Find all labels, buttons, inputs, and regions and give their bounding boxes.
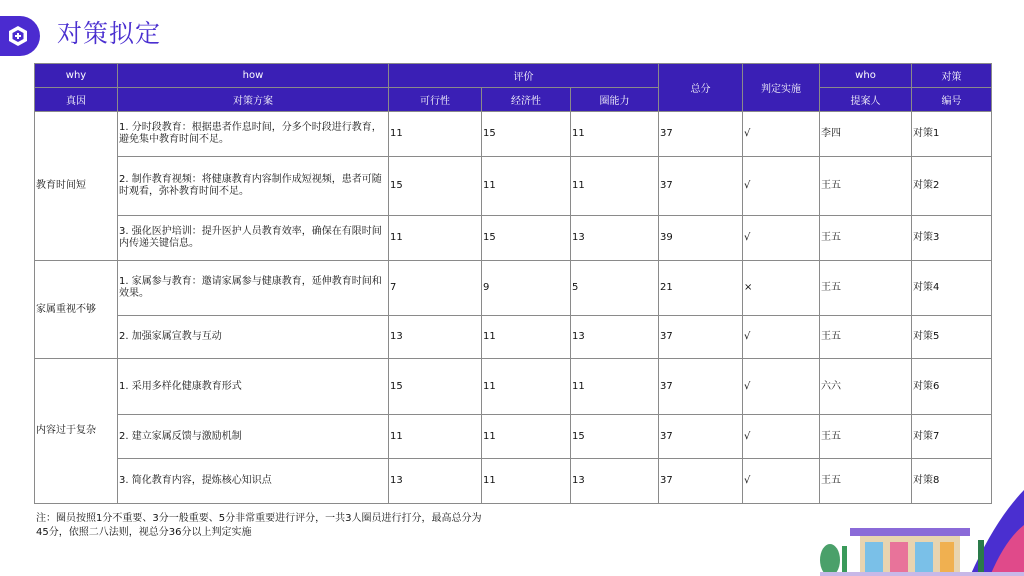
judge-cell: × <box>743 261 820 316</box>
economy-cell: 9 <box>482 261 571 316</box>
plan-cell: 1. 分时段教育：根据患者作息时间，分多个时段进行教育，避免集中教育时间不足。 <box>118 112 389 157</box>
header-plan: 对策方案 <box>118 88 389 112</box>
total-cell: 21 <box>659 261 743 316</box>
number-cell: 对策1 <box>912 112 992 157</box>
footnote-line: 45分，依照二八法则，视总分36分以上判定实施 <box>36 527 252 538</box>
economy-cell: 11 <box>482 459 571 504</box>
economy-cell: 15 <box>482 112 571 157</box>
feasibility-cell: 15 <box>389 157 482 216</box>
plan-cell: 3. 简化教育内容，提炼核心知识点 <box>118 459 389 504</box>
economy-cell: 11 <box>482 415 571 459</box>
proposer-cell: 王五 <box>820 157 912 216</box>
number-cell: 对策4 <box>912 261 992 316</box>
total-cell: 37 <box>659 112 743 157</box>
judge-cell: √ <box>743 216 820 261</box>
table-row <box>35 261 992 316</box>
header-feasibility: 可行性 <box>389 88 482 112</box>
number-cell: 对策7 <box>912 415 992 459</box>
judge-cell: √ <box>743 415 820 459</box>
ability-cell: 5 <box>571 261 659 316</box>
plan-cell: 2. 建立家属反馈与激励机制 <box>118 415 389 459</box>
proposer-cell: 王五 <box>820 316 912 359</box>
logo-badge <box>0 16 40 56</box>
feasibility-cell: 11 <box>389 216 482 261</box>
judge-cell: √ <box>743 112 820 157</box>
header-row-2 <box>35 88 992 112</box>
proposer-cell: 六六 <box>820 359 912 415</box>
hexagon-logo-icon <box>7 25 29 47</box>
judge-cell: √ <box>743 316 820 359</box>
countermeasure-table <box>34 63 992 504</box>
header-row-1 <box>35 64 992 88</box>
header-proposer: 提案人 <box>820 88 912 112</box>
proposer-cell: 王五 <box>820 261 912 316</box>
cause-cell: 家属重视不够 <box>35 261 118 359</box>
plan-cell: 1. 家属参与教育：邀请家属参与健康教育，延伸教育时间和效果。 <box>118 261 389 316</box>
proposer-cell: 王五 <box>820 415 912 459</box>
table-row <box>35 359 992 415</box>
table-row <box>35 157 992 216</box>
ability-cell: 13 <box>571 216 659 261</box>
feasibility-cell: 7 <box>389 261 482 316</box>
ability-cell: 15 <box>571 415 659 459</box>
table-row <box>35 112 992 157</box>
judge-cell: √ <box>743 359 820 415</box>
ability-cell: 13 <box>571 459 659 504</box>
total-cell: 39 <box>659 216 743 261</box>
header-economy: 经济性 <box>482 88 571 112</box>
feasibility-cell: 11 <box>389 112 482 157</box>
table-row <box>35 216 992 261</box>
plan-cell: 2. 加强家属宣教与互动 <box>118 316 389 359</box>
header-who: who <box>820 64 912 88</box>
economy-cell: 11 <box>482 157 571 216</box>
header-how: how <box>118 64 389 88</box>
ability-cell: 11 <box>571 112 659 157</box>
total-cell: 37 <box>659 359 743 415</box>
judge-cell: √ <box>743 157 820 216</box>
number-cell: 对策8 <box>912 459 992 504</box>
number-cell: 对策6 <box>912 359 992 415</box>
ability-cell: 11 <box>571 359 659 415</box>
judge-cell: √ <box>743 459 820 504</box>
page-title: 对策拟定 <box>57 19 162 48</box>
header-ability: 圈能力 <box>571 88 659 112</box>
economy-cell: 15 <box>482 216 571 261</box>
feasibility-cell: 11 <box>389 415 482 459</box>
feasibility-cell: 15 <box>389 359 482 415</box>
plan-cell: 3. 强化医护培训：提升医护人员教育效率，确保在有限时间内传递关键信息。 <box>118 216 389 261</box>
proposer-cell: 王五 <box>820 216 912 261</box>
table-row <box>35 415 992 459</box>
total-cell: 37 <box>659 415 743 459</box>
table-row <box>35 316 992 359</box>
cause-cell: 教育时间短 <box>35 112 118 261</box>
header-judge: 判定实施 <box>743 64 820 112</box>
header-total: 总分 <box>659 64 743 112</box>
total-cell: 37 <box>659 459 743 504</box>
header-cause: 真因 <box>35 88 118 112</box>
building-illustration-icon <box>820 480 1024 576</box>
total-cell: 37 <box>659 157 743 216</box>
proposer-cell: 王五 <box>820 459 912 504</box>
number-cell: 对策3 <box>912 216 992 261</box>
number-cell: 对策2 <box>912 157 992 216</box>
cause-cell: 内容过于复杂 <box>35 359 118 504</box>
economy-cell: 11 <box>482 316 571 359</box>
header-why: why <box>35 64 118 88</box>
ability-cell: 11 <box>571 157 659 216</box>
header-number: 编号 <box>912 88 992 112</box>
plan-cell: 1. 采用多样化健康教育形式 <box>118 359 389 415</box>
footnote <box>36 512 556 540</box>
feasibility-cell: 13 <box>389 316 482 359</box>
header-evaluation: 评价 <box>389 64 659 88</box>
feasibility-cell: 13 <box>389 459 482 504</box>
footnote-line: 注：圈员按照1分不重要、3分一般重要、5分非常重要进行评分，一共3人圈员进行打分，最高总分为 <box>36 513 482 524</box>
header-countermeasure: 对策 <box>912 64 992 88</box>
number-cell: 对策5 <box>912 316 992 359</box>
plan-cell: 2. 制作教育视频：将健康教育内容制作成短视频，患者可随时观看，弥补教育时间不足。 <box>118 157 389 216</box>
economy-cell: 11 <box>482 359 571 415</box>
total-cell: 37 <box>659 316 743 359</box>
proposer-cell: 李四 <box>820 112 912 157</box>
ability-cell: 13 <box>571 316 659 359</box>
